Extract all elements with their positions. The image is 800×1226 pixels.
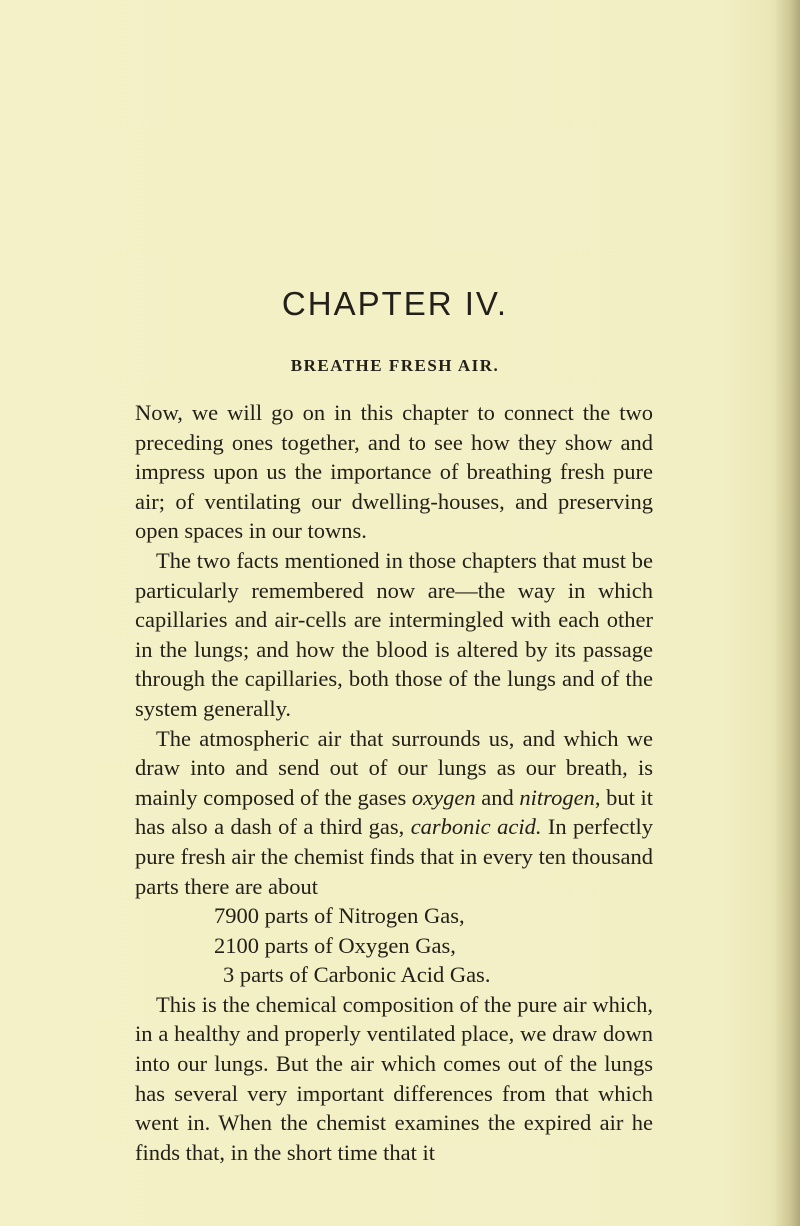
composition-line-oxygen: 2100 parts of Oxygen Gas, bbox=[214, 932, 456, 958]
section-heading: BREATHE FRESH AIR. bbox=[290, 356, 500, 375]
paragraph-1: Now, we will go on in this chapter to connect the two preceding ones together, and to see how they show and impress upon us the importance of breathing fresh pure air; of ventilating our dwelling-houses, and preserving open spaces in our towns. bbox=[135, 400, 653, 544]
paragraph-4: This is the chemical composition of the pure air which, in a healthy and properly ventilated place, we draw down into our lungs. But the air which comes out of the lungs has several very important differences from that which went in. When the chemist examines the expired air he finds that, in the short time that it bbox=[135, 991, 653, 1165]
paragraph-3 bbox=[135, 724, 653, 902]
body-text bbox=[135, 398, 653, 1167]
paragraph-3-text-c: , but it has also a dash of a third gas, bbox=[135, 784, 653, 840]
paragraph-3-text-b: and bbox=[475, 784, 520, 810]
term-carbonic-acid: carbonic acid. bbox=[410, 814, 542, 840]
paragraph-2: The two facts mentioned in those chapters that must be particularly remembered now are—the way in which capillaries and air-cells are intermingled with each other in the lungs; and how the blood is altered by its passage through the capillaries, both those of the lungs and of the system generally. bbox=[135, 547, 653, 721]
paragraph-3-text-a: The atmospheric air that surrounds us, and which we draw into and send out of our lungs as our breath, is mainly composed of the gases bbox=[135, 725, 653, 810]
chapter-heading: CHAPTER IV. bbox=[281, 285, 509, 322]
term-nitrogen: nitrogen bbox=[519, 784, 595, 810]
term-oxygen: oxygen bbox=[411, 784, 476, 810]
composition-line-carbonic-acid: 3 parts of Carbonic Acid Gas. bbox=[223, 962, 491, 988]
composition-line-nitrogen: 7900 parts of Nitrogen Gas, bbox=[214, 903, 465, 929]
page-edge-shadow bbox=[774, 0, 800, 1226]
paragraph-3-text-d: In perfectly pure fresh air the chemist finds that in every ten thousand parts there are about bbox=[135, 814, 653, 899]
